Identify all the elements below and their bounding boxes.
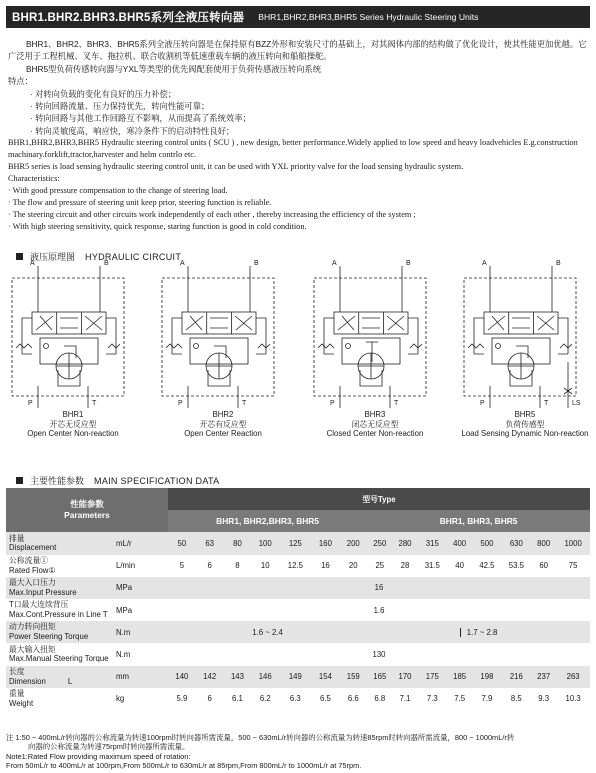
spec-value: 42.5 <box>479 561 495 571</box>
spec-header-row-1 <box>6 488 590 510</box>
spec-value: 263 <box>556 666 590 688</box>
spec-value: 9.3 <box>538 694 550 704</box>
spec-value: 28 <box>400 561 410 571</box>
port-a-label: A <box>180 260 185 267</box>
param-name <box>6 688 114 710</box>
spec-value: 280 <box>392 532 417 554</box>
param-name-cn: 动力转向扭矩 <box>9 622 56 632</box>
circuit-caption <box>0 410 158 439</box>
circuit-title-en: HYDRAULIC CIRCUIT <box>85 251 182 262</box>
header-bar <box>6 6 590 28</box>
param-name-cn: 长度 <box>9 666 25 676</box>
group-left-header: BHR1, BHR2,BHR3, BHR5 <box>168 510 367 532</box>
spec-value: 185 <box>447 666 472 688</box>
spec-title-en: MAIN SPECIFICATION DATA <box>94 475 220 486</box>
param-name <box>6 643 114 665</box>
notes <box>6 733 594 770</box>
port-t-label: T <box>92 400 97 407</box>
port-p-label: P <box>28 400 33 407</box>
spec-value-right-text: 1.7 ~ 2.8 <box>460 628 498 637</box>
port-p-label: P <box>480 400 485 407</box>
en-feature: · The flow and pressure of steering unit keep prior, steering function is reliable. <box>8 198 272 208</box>
hydraulic-circuits <box>8 262 590 462</box>
param-name-en: Power Steering Torque <box>9 632 89 642</box>
spec-value-left: 1.6 ~ 2.4 <box>168 621 367 643</box>
intro-en-features-title: Characteristics: <box>8 174 60 184</box>
spec-value: 6 <box>207 561 212 571</box>
spec-row <box>6 688 590 710</box>
circuit-name-cn: 开芯有反应型 <box>199 419 247 429</box>
square-bullet-icon <box>16 477 23 484</box>
intro <box>8 38 590 233</box>
en-feature: · With high steering sensitivity, quick response, staring function is good in cold condition. <box>8 222 307 232</box>
spec-value: 5 <box>179 561 185 571</box>
note-cn-line2: 向器的公称流量为转速75rpm时转向器所需流量。 <box>28 742 190 752</box>
param-unit: mL/r <box>114 532 168 554</box>
param-name-en: Max.Manual Steering Torque <box>9 654 109 664</box>
circuit-model: BHR3 <box>364 410 386 419</box>
param-name-cn: 公称流量① <box>9 555 48 565</box>
spec-value: 16 <box>321 561 330 571</box>
spec-value: 6.3 <box>289 694 301 704</box>
spec-value: 160 <box>312 532 340 554</box>
port-t-label: T <box>544 400 549 407</box>
circuit-bhr3 <box>310 262 440 462</box>
param-name-en: Dimension <box>9 676 46 686</box>
circuit-name-en: Open Center Reaction <box>184 429 262 439</box>
spec-value: 6.5 <box>320 694 331 704</box>
spec-value: 154 <box>312 666 340 688</box>
spec-value: 25 <box>375 561 385 571</box>
spec-value: 237 <box>531 666 556 688</box>
spec-row <box>6 666 590 688</box>
spec-value: 500 <box>472 532 501 554</box>
circuit-model: BHR2 <box>212 410 234 419</box>
spec-row <box>6 643 590 665</box>
port-p-label: P <box>178 400 183 407</box>
spec-value: 7.9 <box>481 694 493 704</box>
param-name-en-wrap <box>9 543 114 553</box>
spec-value: 8.5 <box>510 694 522 704</box>
spec-value: 250 <box>367 532 392 554</box>
circuit-diagram <box>310 262 440 410</box>
spec-value: 100 <box>251 532 279 554</box>
cn-feature: · 转向回路流量、压力保持优先，转向性能可靠； <box>30 101 210 112</box>
param-name <box>6 577 114 599</box>
spec-value: 10.3 <box>565 694 581 704</box>
spec-value: 142 <box>196 666 224 688</box>
port-b-label: B <box>254 260 259 267</box>
spec-value: 198 <box>472 666 501 688</box>
param-unit: L/min <box>116 561 136 571</box>
circuit-diagram <box>460 262 590 410</box>
spec-value: 125 <box>279 532 311 554</box>
circuit-name-en: Load Sensing Dynamic Non-reaction <box>461 429 589 439</box>
spec-value-right <box>367 621 590 643</box>
spec-table <box>6 488 590 710</box>
param-name-en-wrap <box>9 654 114 664</box>
circuit-diagram <box>8 262 138 410</box>
spec-value: 6.8 <box>374 694 386 704</box>
param-unit: MPa <box>116 605 133 615</box>
param-header-en: Parameters <box>64 510 110 521</box>
cn-feature: · 转向回路与其他工作回路互不影响，从而提高了系统效率； <box>30 113 251 124</box>
length-symbol: L <box>67 676 73 686</box>
spec-value: 60 <box>539 561 548 571</box>
param-unit: MPa <box>114 577 168 599</box>
spec-value: 130 <box>372 649 386 659</box>
port-b-label: B <box>104 260 109 267</box>
spec-value: 140 <box>168 666 196 688</box>
spec-value: 6.2 <box>259 694 271 704</box>
port-p-label: P <box>330 400 335 407</box>
type-header-cn: 型号 <box>362 494 378 504</box>
intro-cn-features-title: 特点： <box>8 76 33 87</box>
title-cn: BHR1.BHR2.BHR3.BHR5系列全液压转向器 <box>12 12 245 24</box>
spec-value: 400 <box>447 532 472 554</box>
spec-row <box>6 599 590 621</box>
cn-feature: · 对转向负载的变化有良好的压力补偿； <box>30 88 177 99</box>
param-unit: mm <box>114 666 168 688</box>
circuit-name-en: Closed Center Non-reaction <box>326 429 424 439</box>
param-header-cn: 性能参数 <box>70 499 104 510</box>
port-a-label: A <box>332 260 337 267</box>
spec-value: 1000 <box>556 532 590 554</box>
spec-title-cn: 主要性能参数 <box>30 476 85 486</box>
en-feature: · The steering circuit and other circuits work independently of each other , thereby increasing the efficiency of the system ; <box>8 210 416 220</box>
spec-value: 149 <box>279 666 311 688</box>
note-en-line2: From 50mL/r to 400mL/r at 100rpm,From 500mL/r to 630mL/r at 85rpm,From 800mL/r to 1000mL/r at 75rpm. <box>6 760 362 770</box>
spec-value: 165 <box>367 666 392 688</box>
note-en-line1: Note1:Rated Flow providing maximum speed of rotation: <box>6 751 191 761</box>
spec-section-title <box>16 474 219 487</box>
circuit-title-cn: 液压原理图 <box>30 252 76 262</box>
spec-value: 7.5 <box>454 694 466 704</box>
param-name-en: Max.Cont.Pressure in Line T <box>9 610 108 620</box>
param-name-cn: 最大输入扭矩 <box>9 644 56 654</box>
circuit-caption <box>290 410 460 439</box>
spec-value: 7.1 <box>399 694 411 704</box>
param-name <box>6 666 114 688</box>
spec-value: 175 <box>418 666 447 688</box>
intro-en-para2: BHR5 series is load sensing hydraulic steering control unit, it can be used with YXL priority valve for the load sensing hydraulic system. <box>8 162 464 172</box>
port-b-label: B <box>556 260 561 267</box>
circuit-name-cn: 开芯无反应型 <box>49 419 97 429</box>
param-name-en: Displacement <box>9 543 57 553</box>
spec-value: 20 <box>348 561 358 571</box>
spec-value: 800 <box>531 532 556 554</box>
port-a-label: A <box>482 260 487 267</box>
port-t-label: T <box>242 400 247 407</box>
spec-value: 63 <box>196 532 224 554</box>
port-t-label: T <box>394 400 399 407</box>
spec-row <box>6 621 590 643</box>
spec-value: 1.6 <box>373 605 385 615</box>
param-name-en-wrap <box>9 610 114 620</box>
param-name-en: Max.Input Pressure <box>9 587 77 597</box>
group-right-header: BHR1, BHR3, BHR5 <box>367 510 590 532</box>
circuit-bhr5 <box>460 262 590 462</box>
spec-value: 53.5 <box>508 561 524 571</box>
param-name-cn: 重量 <box>9 688 25 698</box>
intro-en-para1: BHR1,BHR2,BHR3,BHR5 Hydraulic steering control units ( SCU ) , new design, better performance.Widely applied to low speed and heavy loadvehicles E.g.construction machinary.forklift,tractor,harvester and helm contrlo etc. <box>8 138 578 160</box>
circuit-caption <box>138 410 308 439</box>
param-name <box>6 599 114 621</box>
note-cn-line1: 注 1:50 ~ 400mL/r转向器的公称流量为转速100rpm时转向器所需流量，500 ~ 630mL/r转向器的公称流量为转速85rpm时转向器所需流量，800 ~ 1000mL/r转 <box>6 733 515 742</box>
circuit-caption <box>440 410 596 439</box>
spec-value: 31.5 <box>424 561 440 571</box>
circuit-name-en: Open Center Non-reaction <box>27 429 119 439</box>
title-en: BHR1,BHR2,BHR3,BHR5 Series Hydraulic Steering Units <box>258 12 479 22</box>
circuit-name-cn: 负荷传感型 <box>505 419 545 429</box>
circuit-name-cn: 闭芯无反应型 <box>351 419 399 429</box>
param-name-cn: T口最大连续背压 <box>9 600 69 610</box>
spec-value: 5.9 <box>176 694 188 704</box>
port-ls-label: LS <box>572 400 581 407</box>
spec-value: 80 <box>224 532 252 554</box>
spec-value: 6.6 <box>347 694 359 704</box>
spec-row <box>6 532 590 554</box>
param-name-en-wrap <box>9 677 114 687</box>
spec-value: 630 <box>502 532 531 554</box>
circuit-bhr2 <box>158 262 288 462</box>
param-name <box>6 555 114 577</box>
param-name-cn: 最大入口压力 <box>9 578 56 588</box>
spec-row <box>6 577 590 599</box>
param-header <box>6 488 168 532</box>
spec-value: 143 <box>224 666 252 688</box>
param-unit: kg <box>116 694 125 704</box>
param-name-en-wrap <box>9 699 114 709</box>
param-name <box>6 532 114 554</box>
spec-value: 6.1 <box>232 694 243 704</box>
type-header <box>168 488 590 510</box>
spec-value: 6 <box>207 694 212 704</box>
intro-cn-para2: BHR5型负荷传感转向器与YXL等类型的优先阀配套使用于负荷传感液压转向系统 <box>26 63 322 74</box>
cn-feature: · 转向灵敏度高，响应快，寒冷条件下的启动特性良好； <box>30 125 235 136</box>
param-name-en: Rated Flow① <box>9 565 56 575</box>
port-a-label: A <box>30 260 35 267</box>
spec-value: 200 <box>339 532 367 554</box>
spec-value: 7.3 <box>426 694 438 704</box>
intro-cn-para1: BHR1、BHR2、BHR3、BHR5系列全液压转向器是在保持原有BZZ外形和安装尺寸的基础上，对其阀体内部的结构做了优化设计，使其性能更加优越。它广泛用于工程机械、叉车、拖拉机、联合收割机等低速重载车辆的液压转向和船舶操舵。 <box>8 39 587 62</box>
square-bullet-icon <box>16 253 23 260</box>
param-name-cn: 排量 <box>9 533 25 543</box>
spec-value: 50 <box>168 532 196 554</box>
spec-value: 12.5 <box>287 561 303 571</box>
param-name-en-wrap <box>9 566 114 576</box>
param-name <box>6 621 114 643</box>
spec-value: 170 <box>392 666 417 688</box>
spec-value: 216 <box>502 666 531 688</box>
circuit-diagram <box>158 262 288 410</box>
spec-value: 8 <box>235 561 240 571</box>
spec-row <box>6 555 590 577</box>
spec-value: 315 <box>418 532 447 554</box>
spec-value: 10 <box>260 561 270 571</box>
circuit-model: BHR5 <box>514 410 536 419</box>
en-feature: · With good pressure compensation to the change of steering load. <box>8 186 228 196</box>
spec-value: 75 <box>568 561 578 571</box>
spec-value: 159 <box>339 666 367 688</box>
type-header-en: Type <box>377 494 396 504</box>
spec-value: 16 <box>168 577 590 599</box>
param-name-en-wrap <box>9 588 114 598</box>
param-unit: N.m <box>114 621 168 643</box>
circuit-model: BHR1 <box>62 410 84 419</box>
param-unit: N.m <box>116 649 131 659</box>
param-name-en: Weight <box>9 698 34 708</box>
port-b-label: B <box>406 260 411 267</box>
param-name-en-wrap <box>9 632 114 642</box>
circuit-bhr1 <box>8 262 138 462</box>
spec-value: 40 <box>455 561 464 571</box>
spec-value: 146 <box>251 666 279 688</box>
